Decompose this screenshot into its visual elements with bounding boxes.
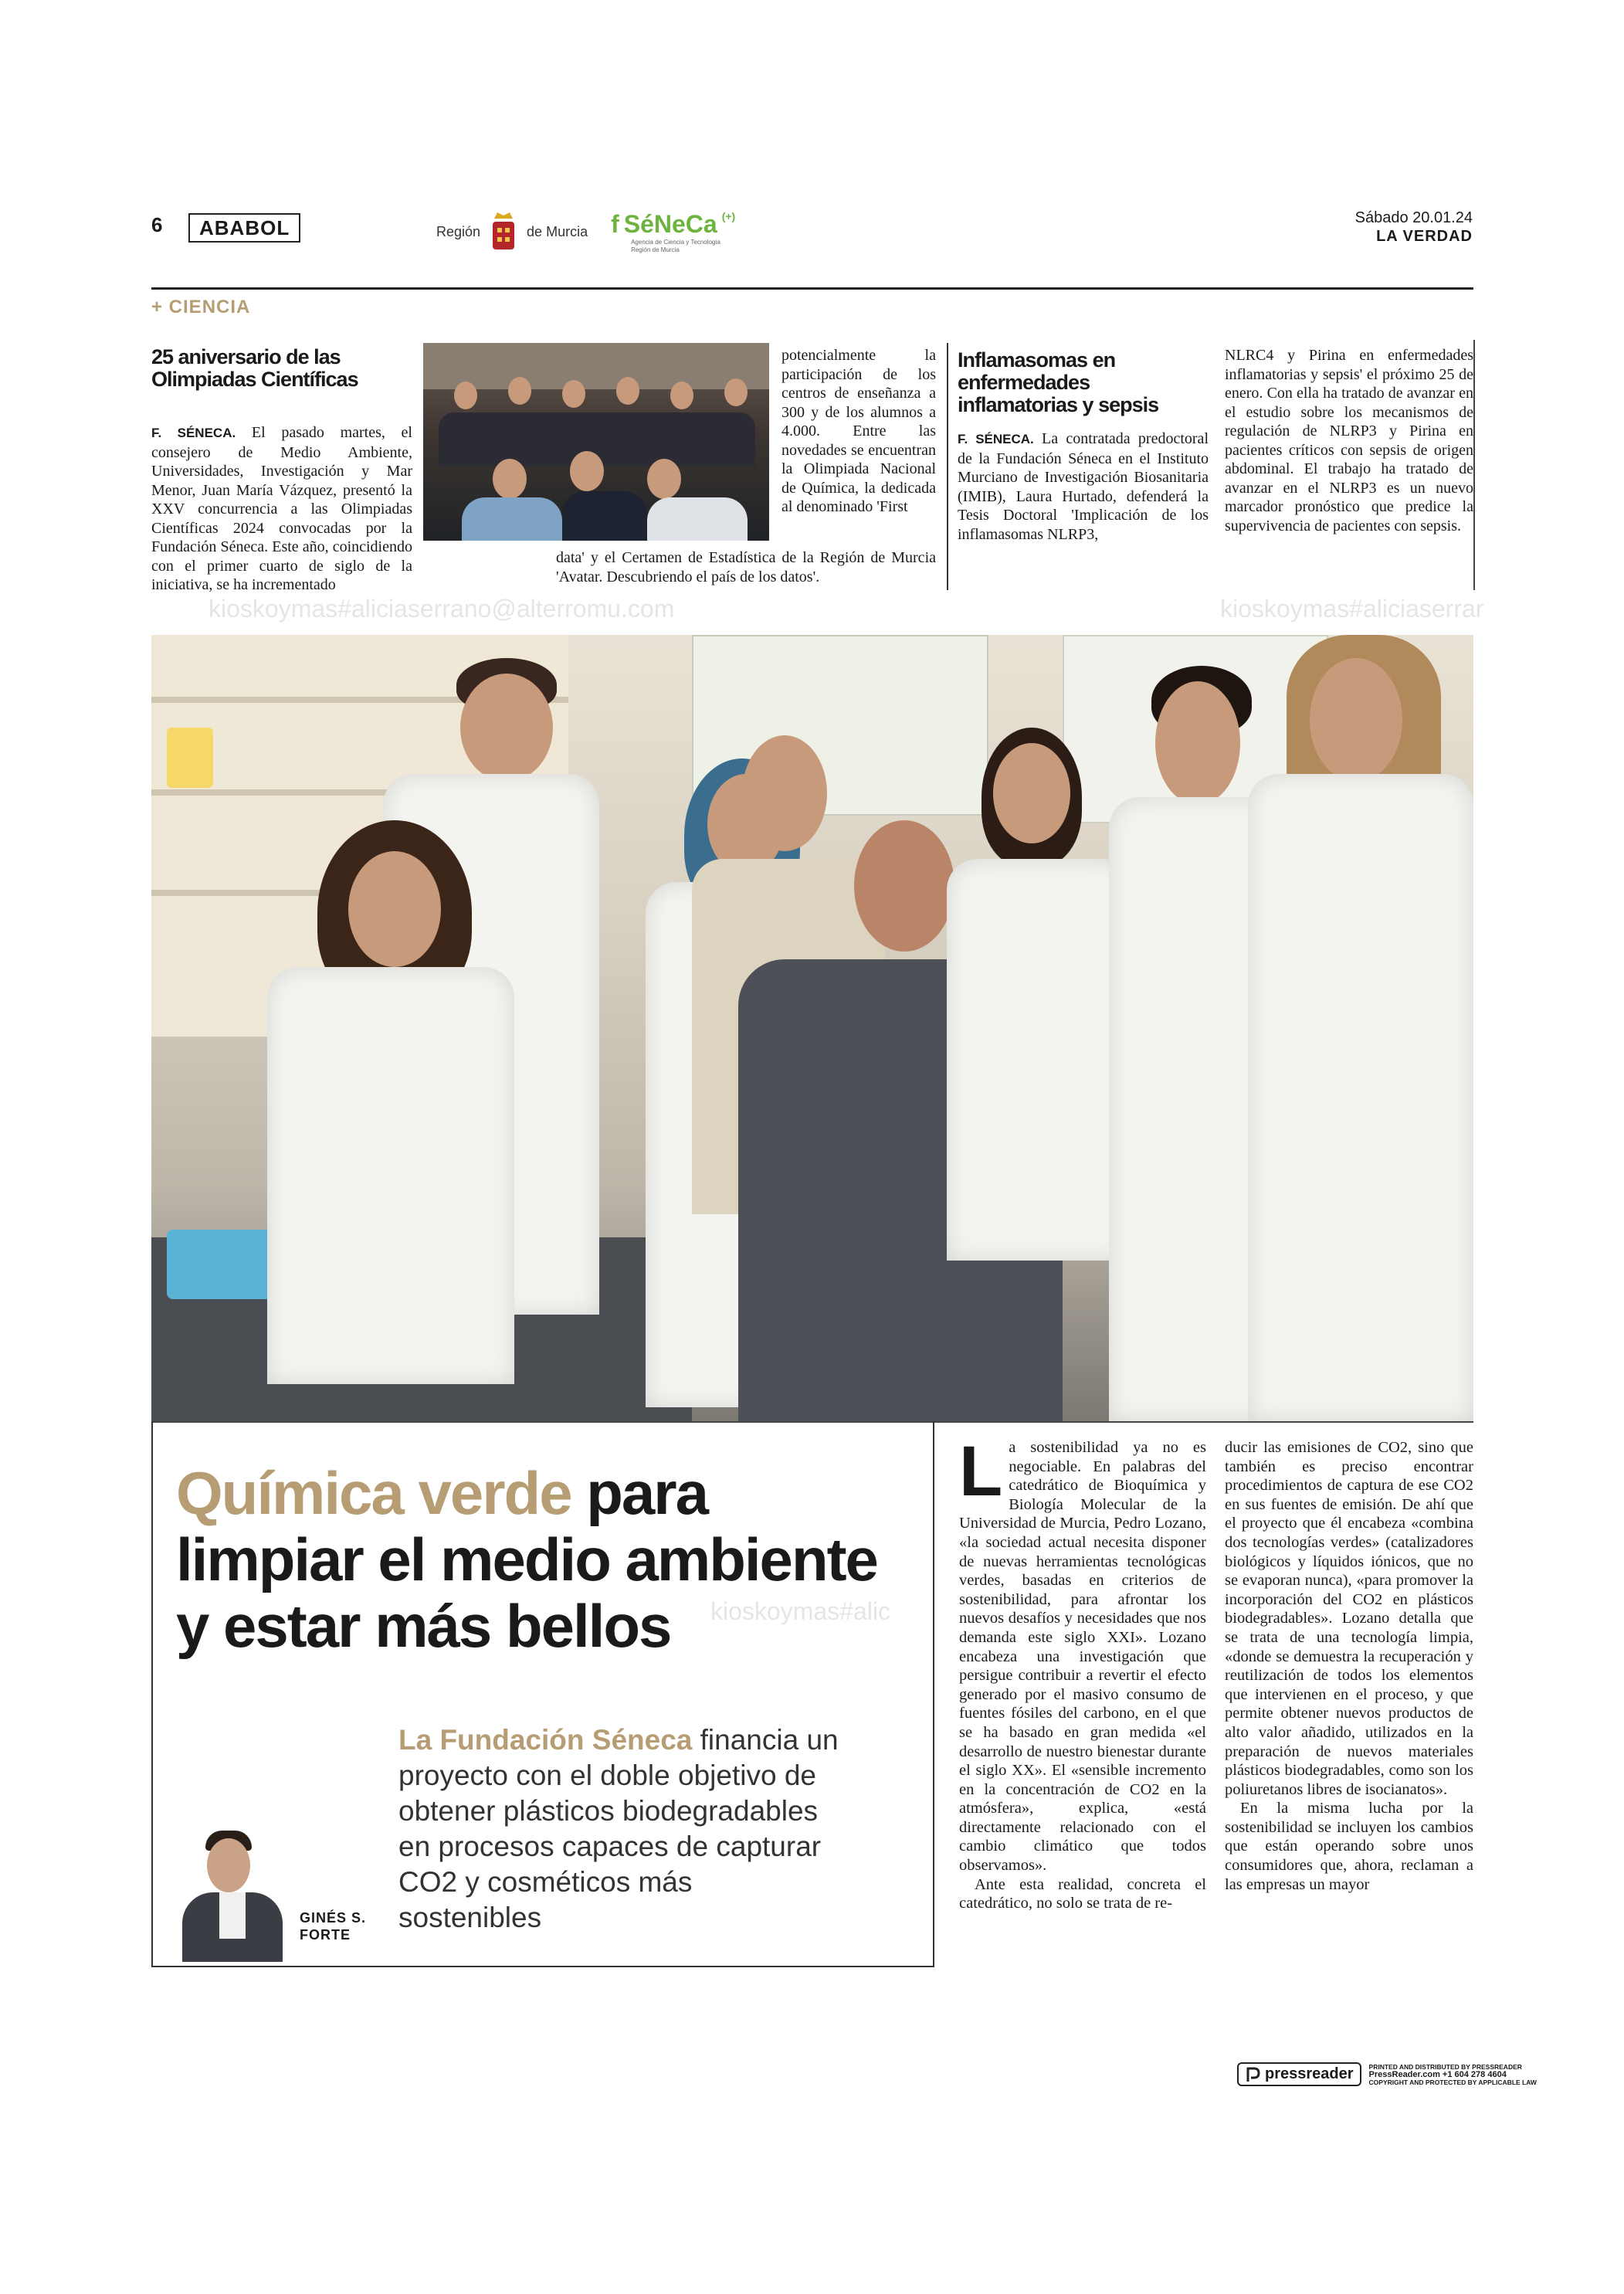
watermark-3: kioskoymas#alic: [710, 1597, 890, 1625]
brief1-title-line2: Olimpiadas Científicas: [151, 368, 358, 391]
pressreader-brand: pressreader: [1265, 2065, 1354, 2082]
pressreader-p-icon: [1245, 2066, 1260, 2083]
brief1-text-left: [151, 423, 412, 595]
brief1-title-line1: 25 aniversario de las: [151, 345, 341, 368]
header-meta: [1355, 209, 1473, 246]
byline-line1: GINÉS S.: [300, 1910, 367, 1926]
brief2-text-right: NLRC4 y Pirina en enfermedades inflamatorias y sepsis' el próximo 25 de enero. Con ella ha tratado de avanzar en el estudio sobre los mecanismos de regulación de NLRP3 y Pirina en pacientes críticos con sepsis de origen abdominal. El trabajo ha tratado de avanzar en el NLRP3 es un nuevo marcador pronóstico que predice la supervivencia de pacientes con sepsis.: [1225, 347, 1473, 534]
brief2-title: [958, 349, 1212, 416]
seneca-logo: [611, 210, 735, 254]
byline-line2: FORTE: [300, 1927, 351, 1943]
column-divider: [947, 343, 948, 590]
author-byline: [300, 1909, 366, 1943]
legal-line1: PRINTED AND DISTRIBUTED BY PRESSREADER: [1368, 2062, 1522, 2071]
headline-rest: para: [586, 1459, 708, 1527]
page-number: 6: [151, 213, 163, 236]
brief2-title-line3: inflamatorias y sepsis: [958, 393, 1159, 416]
brief1-text-right: potencialmente la participación de los centros de enseñanza a 300 y de los alumnos a 4.000. Entre las novedades se encuentran la Olimpiada Nacional de Química, la dedicada al denominado 'First: [781, 347, 936, 515]
article-col2: [1225, 1438, 1473, 1894]
brief2-body-left: La contratada predoctoral de la Fundación Séneca en el Instituto Murciano de Investigación Biosanitaria (IMIB), Laura Hurtado, defenderá la Tesis Doctoral 'Implicación de los inflamasomas NLRP3,: [958, 430, 1209, 543]
brief1-body-left: El pasado martes, el consejero de Medio Ambiente, Universidades, Investigación y Mar Menor, Juan María Vázquez, presentó la XXV concurrencia a las Olimpiadas Científicas 2024 convocadas por la Fundación Séneca. Este año, coincidiendo con el primer cuarto de siglo de la iniciativa, se ha incrementado: [151, 424, 412, 593]
brief2-lead: F. SÉNECA.: [958, 432, 1034, 446]
brief1-text-bottom: data' y el Certamen de Estadística de la Región de Murcia 'Avatar. Descubriendo el país de los datos'.: [556, 549, 936, 585]
newspaper-name: LA VERDAD: [1376, 228, 1473, 245]
pressreader-logo: [1237, 2062, 1361, 2086]
headline-line3: y estar más bellos: [176, 1592, 671, 1660]
right-edge-rule: [1473, 340, 1475, 590]
brief2-text-left: [958, 429, 1209, 544]
seneca-name: SéNeCa: [623, 210, 717, 238]
seneca-subtitle-1: Agencia de Ciencia y Tecnología: [631, 239, 721, 246]
watermark-1: kioskoymas#aliciaserrano@alterromu.com: [209, 595, 675, 623]
legal-line2: PressReader.com +1 604 278 4604: [1368, 2069, 1507, 2079]
headline-accent: Química verde: [176, 1459, 571, 1527]
seneca-subtitle-2: Región de Murcia: [631, 246, 680, 253]
section-kicker: + CIENCIA: [151, 297, 251, 317]
headline-line2: limpiar el medio ambiente: [176, 1525, 877, 1593]
subhead-accent: La Fundación Séneca: [398, 1724, 693, 1756]
region-logo-left: Región: [436, 224, 481, 239]
col1-text: a sostenibilidad ya no es negociable. En palabras del catedrático de Bioquímica y Biología Molecular de la Universidad de Murcia, Pedro Lozano, «la sociedad actual necesita disponer de nuevas herramientas tecnológicas verdes, basadas en criterios de sostenibilidad, para afrontar los nuevos desafíos y necesidades que nos demanda este siglo XXI». Lozano encabeza una investigación que persigue contribuir a revertir el efecto generado por el masivo consumo de fuentes fósiles del carbono, en el que se ha basado en gran medida «el desarrollo de nuestro bienestar durante el siglo XX». El «sensible incremento en la concentración de CO2 en la atmósfera», explica, «está directamente relacionado con el cambio climático que todos observamos».: [959, 1439, 1206, 1875]
region-logo-right: de Murcia: [527, 224, 588, 239]
dropcap: L: [959, 1432, 1003, 1511]
pressreader-footer: [1237, 2062, 1537, 2086]
section-name: ABABOL: [188, 213, 300, 243]
watermark-2: kioskoymas#aliciaserrar: [1220, 595, 1484, 623]
col2-paragraph2: En la misma lucha por la sostenibilidad se incluyen los cambios que están operando sobre unos consumidores que, ahora, reclaman a las empresas un mayor: [1225, 1800, 1473, 1893]
col2-text: ducir las emisiones de CO2, sino que también es preciso encontrar procedimientos de captura de ese CO2 en sus fuentes de emisión. De ahí que el proyecto que él encabeza «combina dos tecnologías verdes» (catalizadores biológicos y líquidos iónicos, que no se evaporan nunca), «para promover la incorporación del CO2 en plásticos biodegradables». Lozano detalla que se trata de una tecnología limpia, «donde se demuestra la recuperación y reutilización de todos los elementos que intervienen en el proceso, y que permite obtener nuevos productos de alto valor añadido, utilizados en la preparación de nuevos materiales plásticos biodegradables, como son los poliuretanos libres de isocianatos».: [1225, 1439, 1473, 1798]
pressreader-legal: [1369, 2063, 1537, 2086]
brief1-title: [151, 346, 414, 391]
brief2-title-line2: enfermedades: [958, 371, 1090, 394]
article-subhead: [398, 1722, 839, 1936]
region-murcia-crest-icon: [488, 211, 519, 254]
legal-line3: COPYRIGHT AND PROTECTED BY APPLICABLE LAW: [1368, 2078, 1537, 2086]
sponsor-logos: [436, 210, 735, 254]
seneca-f-icon: f: [611, 210, 619, 238]
author-photo: [182, 1831, 283, 1962]
lab-team-photo: [151, 635, 1473, 1421]
subhead-rest: financia un proyecto con el doble objetivo de obtener plásticos biodegradables en procesos capaces de capturar CO2 y cosméticos más sostenibles: [398, 1724, 839, 1933]
brief2-title-line1: Inflamasomas en: [958, 348, 1116, 372]
article-col1: [959, 1432, 1206, 1913]
article-headline: [176, 1460, 917, 1659]
seneca-mark: (+): [721, 210, 736, 222]
col1-paragraph2: Ante esta realidad, concreta el catedrático, no solo se trata de re-: [959, 1875, 1206, 1912]
brief1-lead: F. SÉNECA.: [151, 426, 236, 440]
olympiad-group-photo: [423, 343, 769, 541]
issue-date: Sábado 20.01.24: [1354, 209, 1473, 226]
header-rule: [151, 287, 1473, 290]
